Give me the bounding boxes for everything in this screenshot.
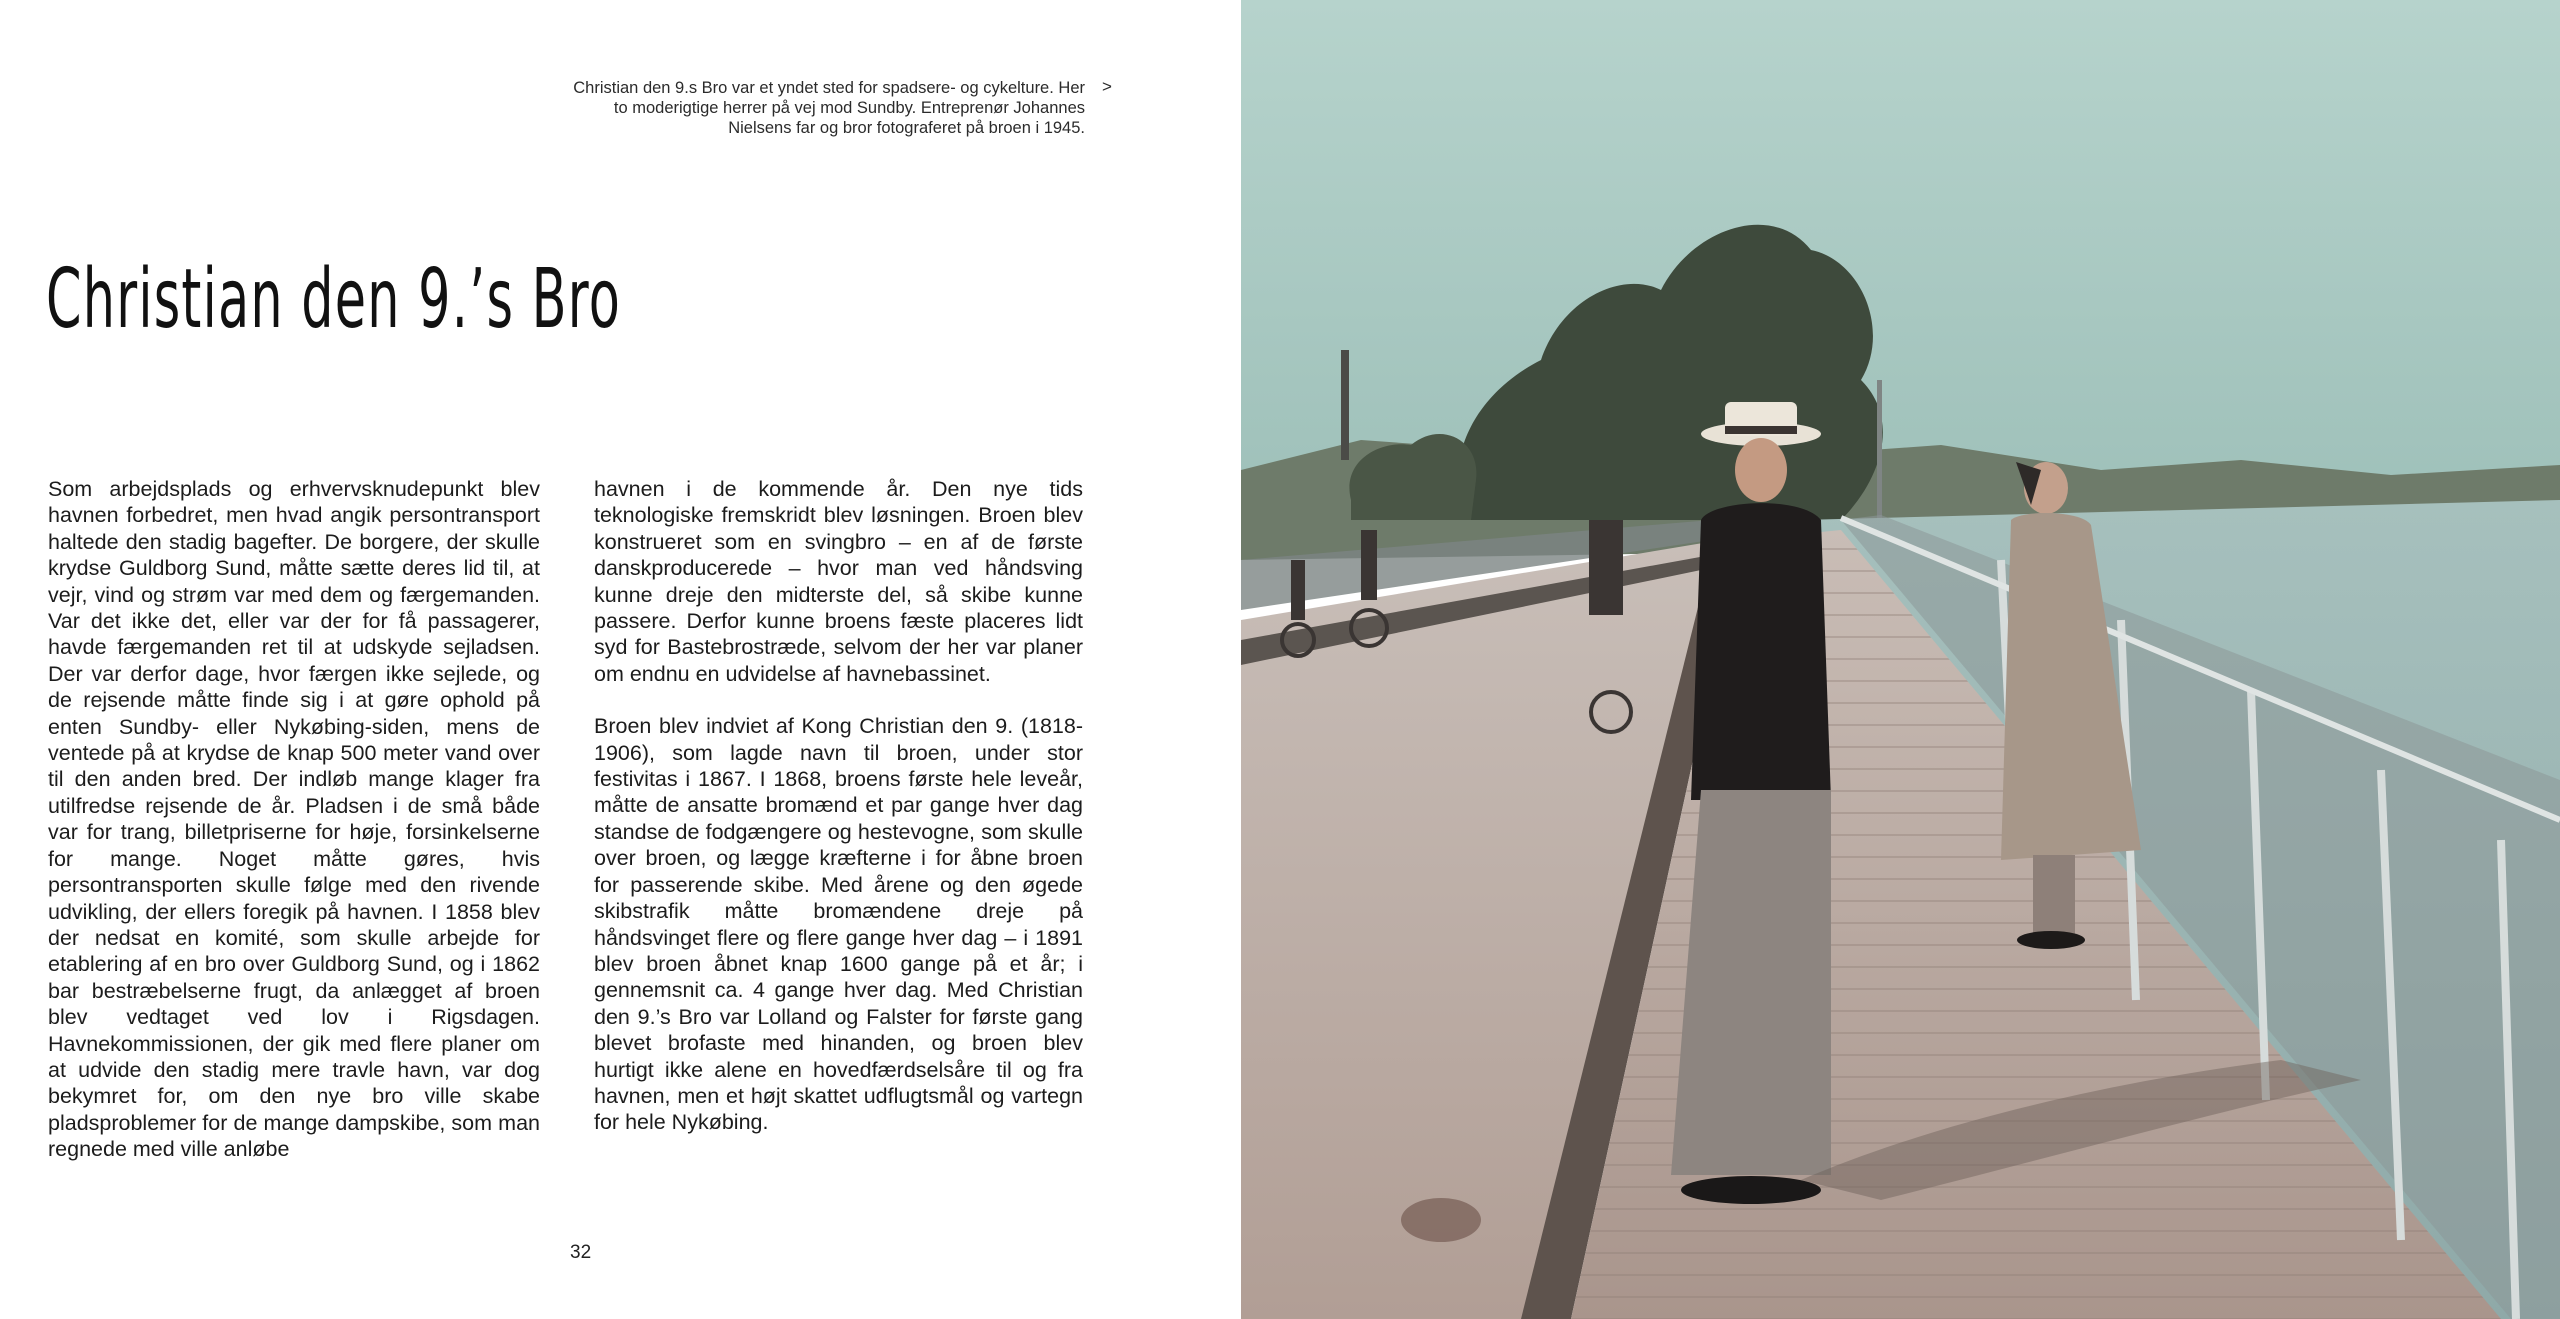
- caption-arrow-icon: >: [1102, 77, 1112, 96]
- left-page: [0, 0, 1241, 1319]
- paragraph: havnen i de kommende år. Den nye tids teknologiske fremskridt blev løsningen. Broen blev konstrueret som en svingbro – en af de første danskproducerede – hvor man ved håndsving kunne dreje den midterste del, så skibe kunne passere. Derfor kunne broens fæste placeres lidt syd for Bastebrostræde, selvom der her var planer om endnu en udvidelse af havnebassinet.: [594, 477, 1083, 686]
- paragraph: Broen blev indviet af Kong Christian den 9. (1818-1906), som lagde navn til broen, under stor festivitas i 1867. I 1868, broens første hele leveår, måtte de ansatte bromænd et par gange hver dag standse de fodgængere og hestevogne, som skulle over broen, og lægge kræfterne i for åbne broen for passerende skibe. Med årene og den øgede skibstrafik måtte bromændene dreje på håndsvinget flere og flere gange hver dag – i 1891 blev broen åbnet knap 1600 gange på et år; i gennemsnit ca. 4 gange hver dag. Med Christian den 9.’s Bro var Lolland og Falster for første gang blevet brofaste med hinanden, og broen blev hurtigt ikke alene en hovedfærdselsåre til og fra havnen, men et højt skattet udflugtsmål og vartegn for hele Nykøbing.: [594, 714, 1083, 1135]
- lamp-post: [1877, 380, 1882, 530]
- chimney: [1341, 350, 1349, 460]
- text-column-2: [594, 476, 1083, 1136]
- bridge-photo: [1241, 0, 2560, 1319]
- bridge-photo-illustration: [1241, 0, 2560, 1319]
- page-number: 32: [570, 1242, 592, 1263]
- text-column-1: [48, 476, 540, 1163]
- page-title: Christian den 9.’s Bro: [46, 252, 622, 347]
- paragraph: Som arbejdsplads og erhvervsknudepunkt blev havnen forbedret, men hvad angik persontransport haltede den stadig bagefter. De borgere, der skulle krydse Guldborg Sund, måtte sætte deres lid til, at vejr, vind og strøm var med dem og færgemanden. Var det ikke det, eller var der for få passagerer, havde færgemanden ret til at udskyde sejladsen. Der var derfor dage, hvor færgen ikke sejlede, og de rejsende måtte finde sig i at gøre ophold på enten Sundby- eller Nykøbing-siden, mens de ventede på at krydse de knap 500 meter vand over til den anden bred. Der indløb mange klager fra utilfredse rejsende de år. Pladsen i de små både var for trang, billetpriserne for høje, forsinkelserne for mange. Noget måtte gøres, hvis persontransporten skulle følge med den rivende udvikling, der ellers foregik på havnen. I 1858 blev der nedsat en komité, som skulle arbejde for etablering af en bro over Guldborg Sund, og i 1862 bar bestræbelserne frugt, da anlægget af broen blev vedtaget ved lov i Rigsdagen. Havnekommissionen, der gik med flere planer om at udvide den stadig mere travle havn, var dog bekymret for, om den nye bro ville skabe pladsproblemer for de mange dampskibe, som man regnede med ville anløbe: [48, 477, 540, 1162]
- photo-caption: Christian den 9.s Bro var et yndet sted for spadsere- og cykelture. Her to moderigtige herrer på vej mod Sundby. Entreprenør Johannes Nielsens far og bror fotograferet på broen i 1945.: [573, 79, 1085, 137]
- puddle: [1401, 1198, 1481, 1242]
